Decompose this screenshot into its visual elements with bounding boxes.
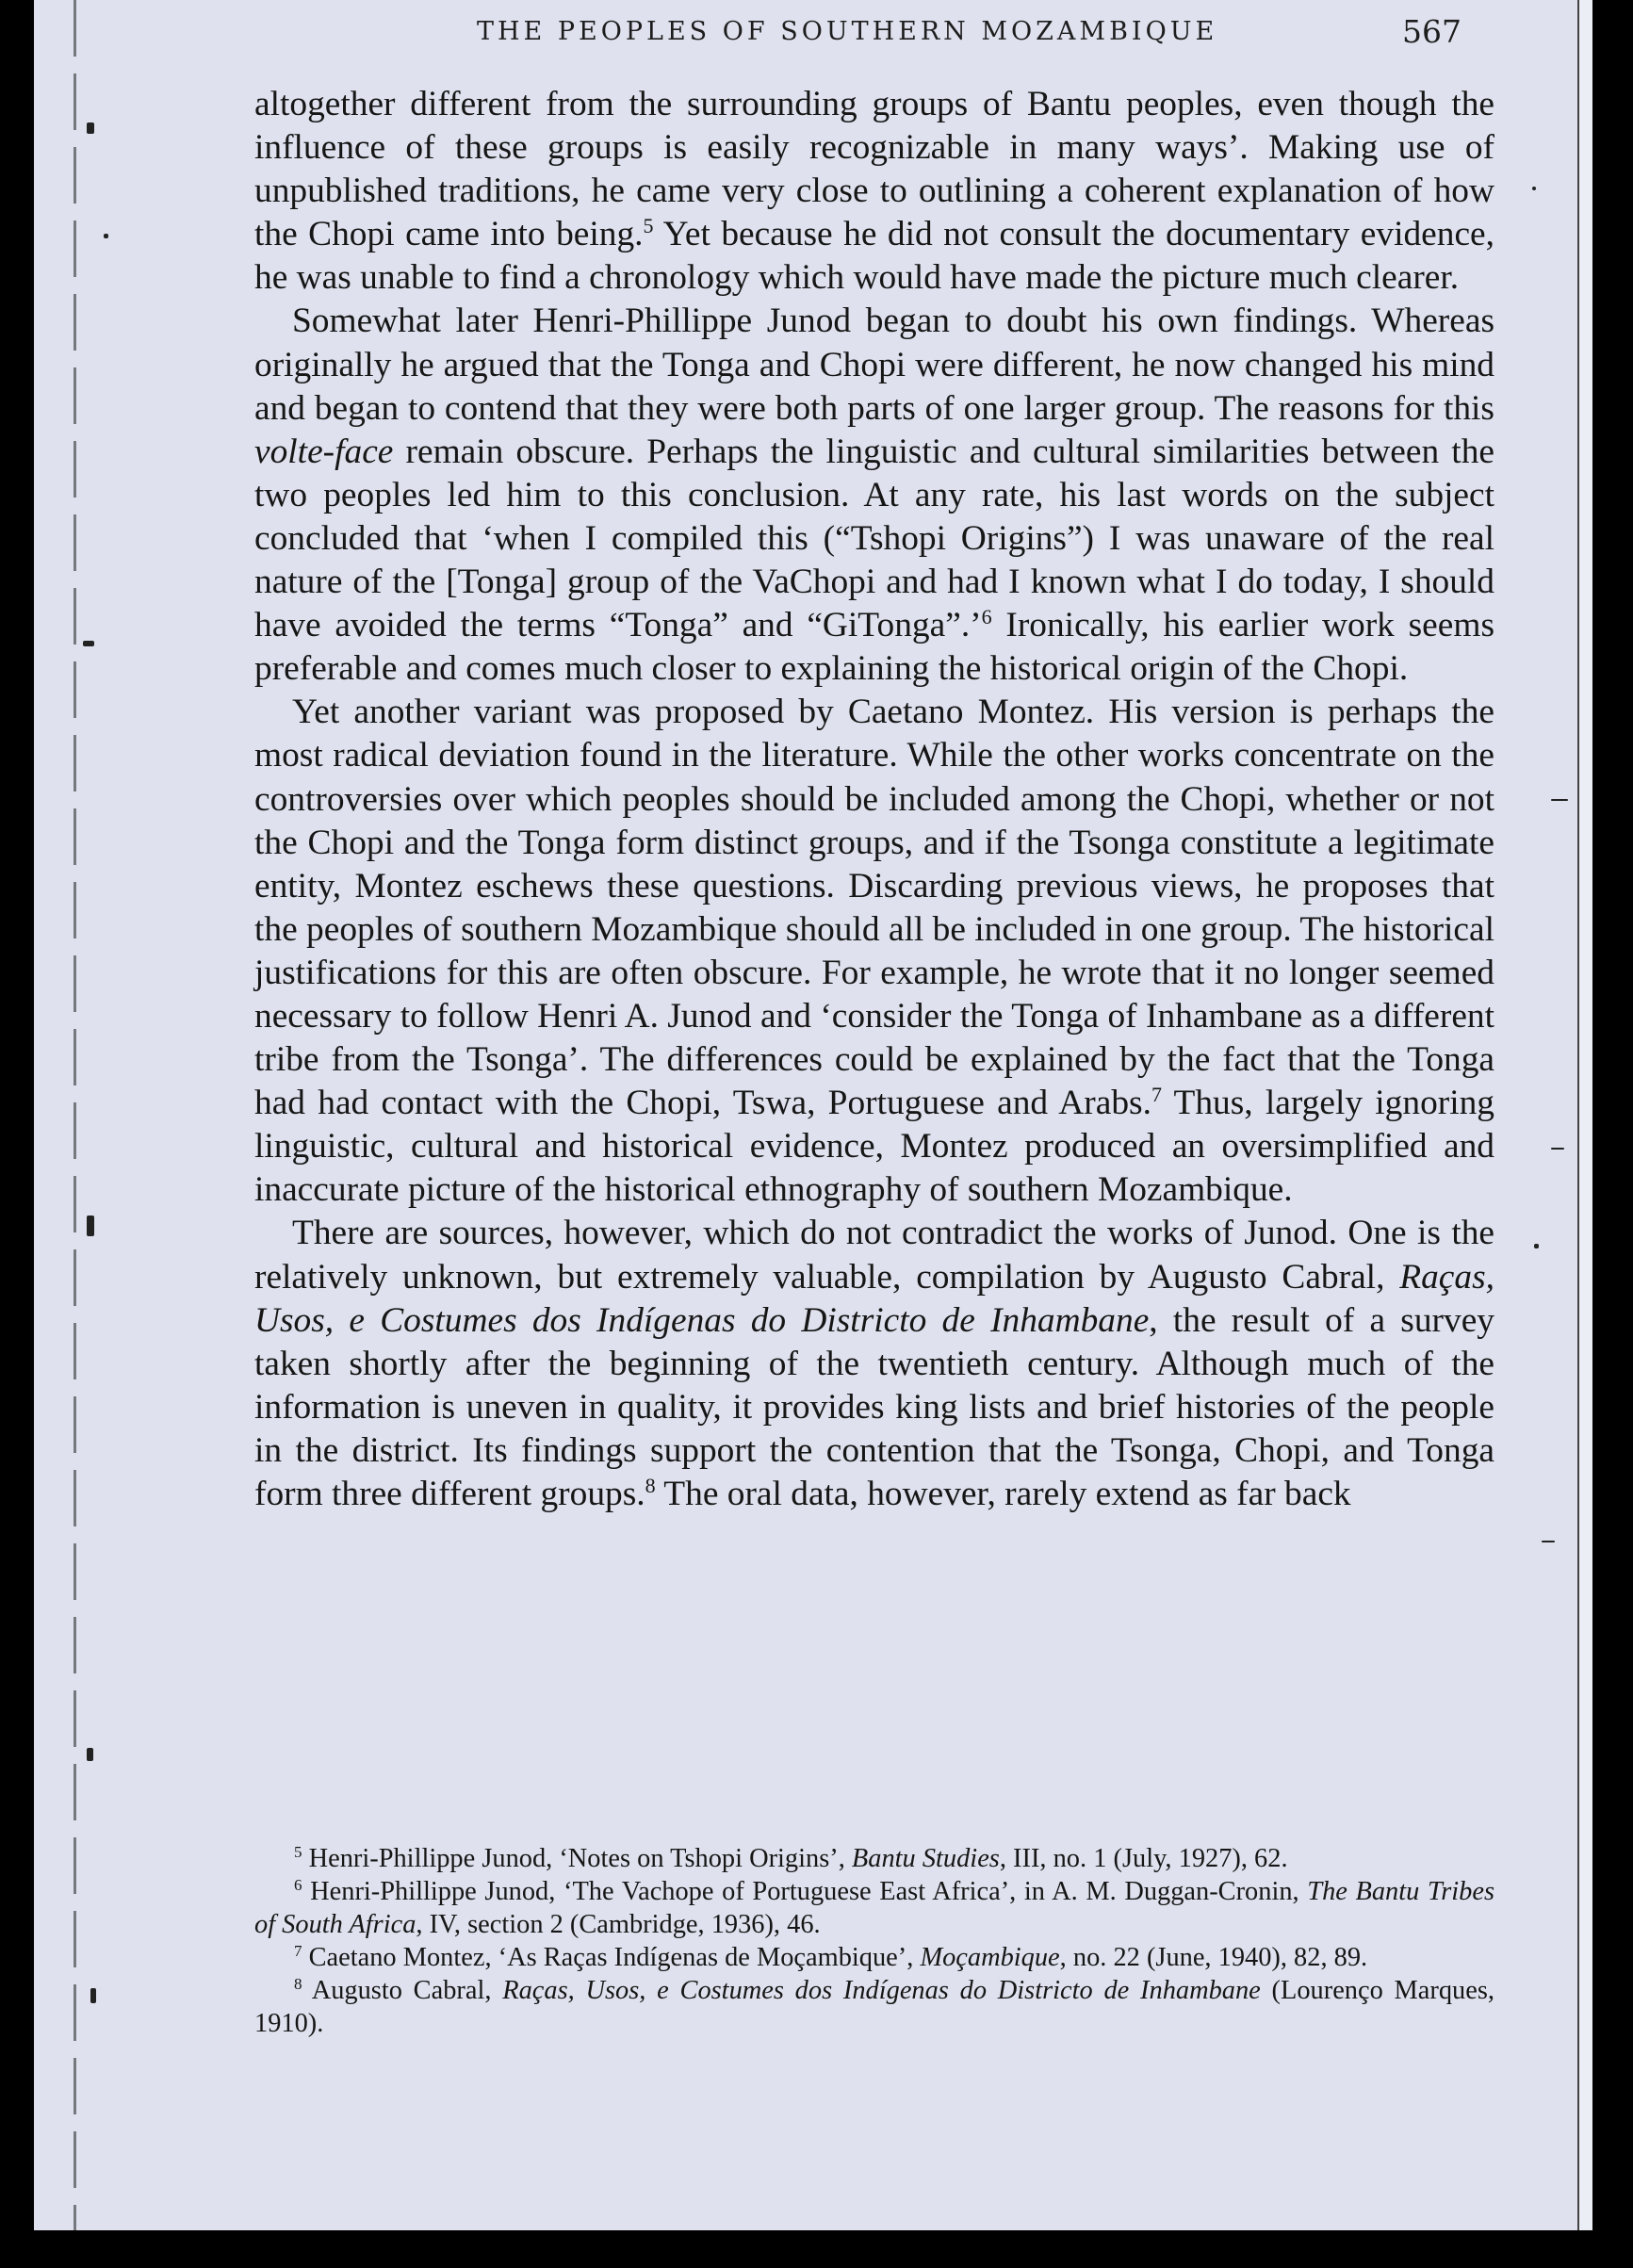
scan-speck xyxy=(90,1988,96,2003)
footnote: $^6$ Henri-Phillippe Junod, ‘The Vachope of Portuguese East Africa’, in A. M. Duggan-Cronin, The Bantu Tribes of South Africa, IV, section 2 (Cambridge, 1936), 46. xyxy=(254,1876,1494,1939)
paragraph: Somewhat later Henri-Phillippe Junod began to doubt his own findings. Whereas originally he argued that the Tonga and Chopi were different, he now changed his mind and began to contend that they were both parts of one larger group. The reasons for this volte-face remain obscure. Perhaps the linguistic and cultural similarities between the two peoples led him to this conclusion. At any rate, his last words on the subject concluded that ‘when I compiled this (“Tshopi Origins”) I was unaware of the real nature of the [Tonga] group of the VaChopi and had I known what I do today, I should have avoided the terms “Tonga” and “GiTonga”.’$^6$ Ironically, his earlier work seems preferable and comes much closer to explaining the historical origin of the Chopi. xyxy=(254,302,1494,689)
footnote-ref: 8 xyxy=(645,1474,656,1497)
footnote: $^8$ Augusto Cabral, Raças, Usos, e Costumes dos Indígenas do Districto de Inhambane (Lourenço Marques, 1910). xyxy=(254,1975,1494,2038)
scan-speck xyxy=(87,122,94,134)
footnote-number: 6 xyxy=(294,1876,302,1894)
footnote-ref: 7 xyxy=(1151,1083,1162,1107)
scan-speck xyxy=(87,1216,94,1236)
paragraph: There are sources, however, which do not contradict the works of Junod. One is the relatively unknown, but extremely valuable, compilation by Augusto Cabral, Raças, Usos, e Costumes dos Indígenas do Districto de Inhambane, the result of a survey taken shortly after the beginning of the twentieth century. Although much of the information is uneven in quality, it provides king lists and brief histories of the people in the district. Its findings support the contention that the Tsonga, Chopi, and Tonga form three different groups.$^8$ The oral data, however, rarely extend as far back xyxy=(254,1214,1494,1513)
footnotes xyxy=(254,1842,1494,2040)
scanned-page xyxy=(34,0,1592,2230)
scan-speck xyxy=(1532,187,1536,190)
scan-speck xyxy=(87,1748,93,1761)
footnote-number: 5 xyxy=(294,1843,302,1861)
scan-speck xyxy=(1534,1244,1539,1248)
page-number: 567 xyxy=(1402,13,1462,50)
running-head-title: THE PEOPLES OF SOUTHERN MOZAMBIQUE xyxy=(477,17,1218,46)
binding-margin-line xyxy=(73,0,76,2230)
footnote-ref: 6 xyxy=(981,605,992,629)
scan-speck xyxy=(1551,1148,1564,1150)
footnote-number: 7 xyxy=(294,1942,302,1960)
footnote: $^5$ Henri-Phillippe Junod, ‘Notes on Tshopi Origins’, Bantu Studies, III, no. 1 (July, 1927), 62. xyxy=(294,1843,1288,1873)
footnote: $^7$ Caetano Montez, ‘As Raças Indígenas de Moçambique’, Moçambique, no. 22 (June, 1940), 82, 89. xyxy=(294,1942,1368,1972)
body-text xyxy=(254,83,1494,1516)
scan-speck xyxy=(104,234,108,238)
scan-speck xyxy=(83,641,94,646)
paragraph: altogether different from the surrounding groups of Bantu peoples, even though the influence of these groups is easily recognizable in many ways’. Making use of unpublished traditions, he came very close to outlining a coherent explanation of how the Chopi came into being.$^5$ Yet because he did not consult the documentary evidence, he was unable to find a chronology which would have made the picture much clearer. xyxy=(254,85,1494,298)
scan-speck xyxy=(1551,799,1568,801)
paragraph: Yet another variant was proposed by Caetano Montez. His version is perhaps the most radical deviation found in the literature. While the other works concentrate on the controversies over which peoples should be included among the Chopi, whether or not the Chopi and the Tonga form distinct groups, and if the Tsonga constitute a legitimate entity, Montez eschews these questions. Discarding previous views, he proposes that the peoples of southern Mozambique should all be included in one group. The historical justifications for this are often obscure. For example, he wrote that it no longer seemed necessary to follow Henri A. Junod and ‘consider the Tonga of Inhambane as a different tribe from the Tsonga’. The differences could be explained by the fact that the Tonga had had contact with the Chopi, Tswa, Portuguese and Arabs.$^7$ Thus, largely ignoring linguistic, cultural and historical evidence, Montez produced an oversimplified and inaccurate picture of the historical ethnography of southern Mozambique. xyxy=(254,693,1494,1210)
running-head xyxy=(34,0,1592,57)
page-right-edge xyxy=(1577,0,1592,2230)
footnote-number: 8 xyxy=(294,1975,302,1993)
scan-speck xyxy=(1542,1541,1555,1542)
footnote-ref: 5 xyxy=(643,214,654,238)
